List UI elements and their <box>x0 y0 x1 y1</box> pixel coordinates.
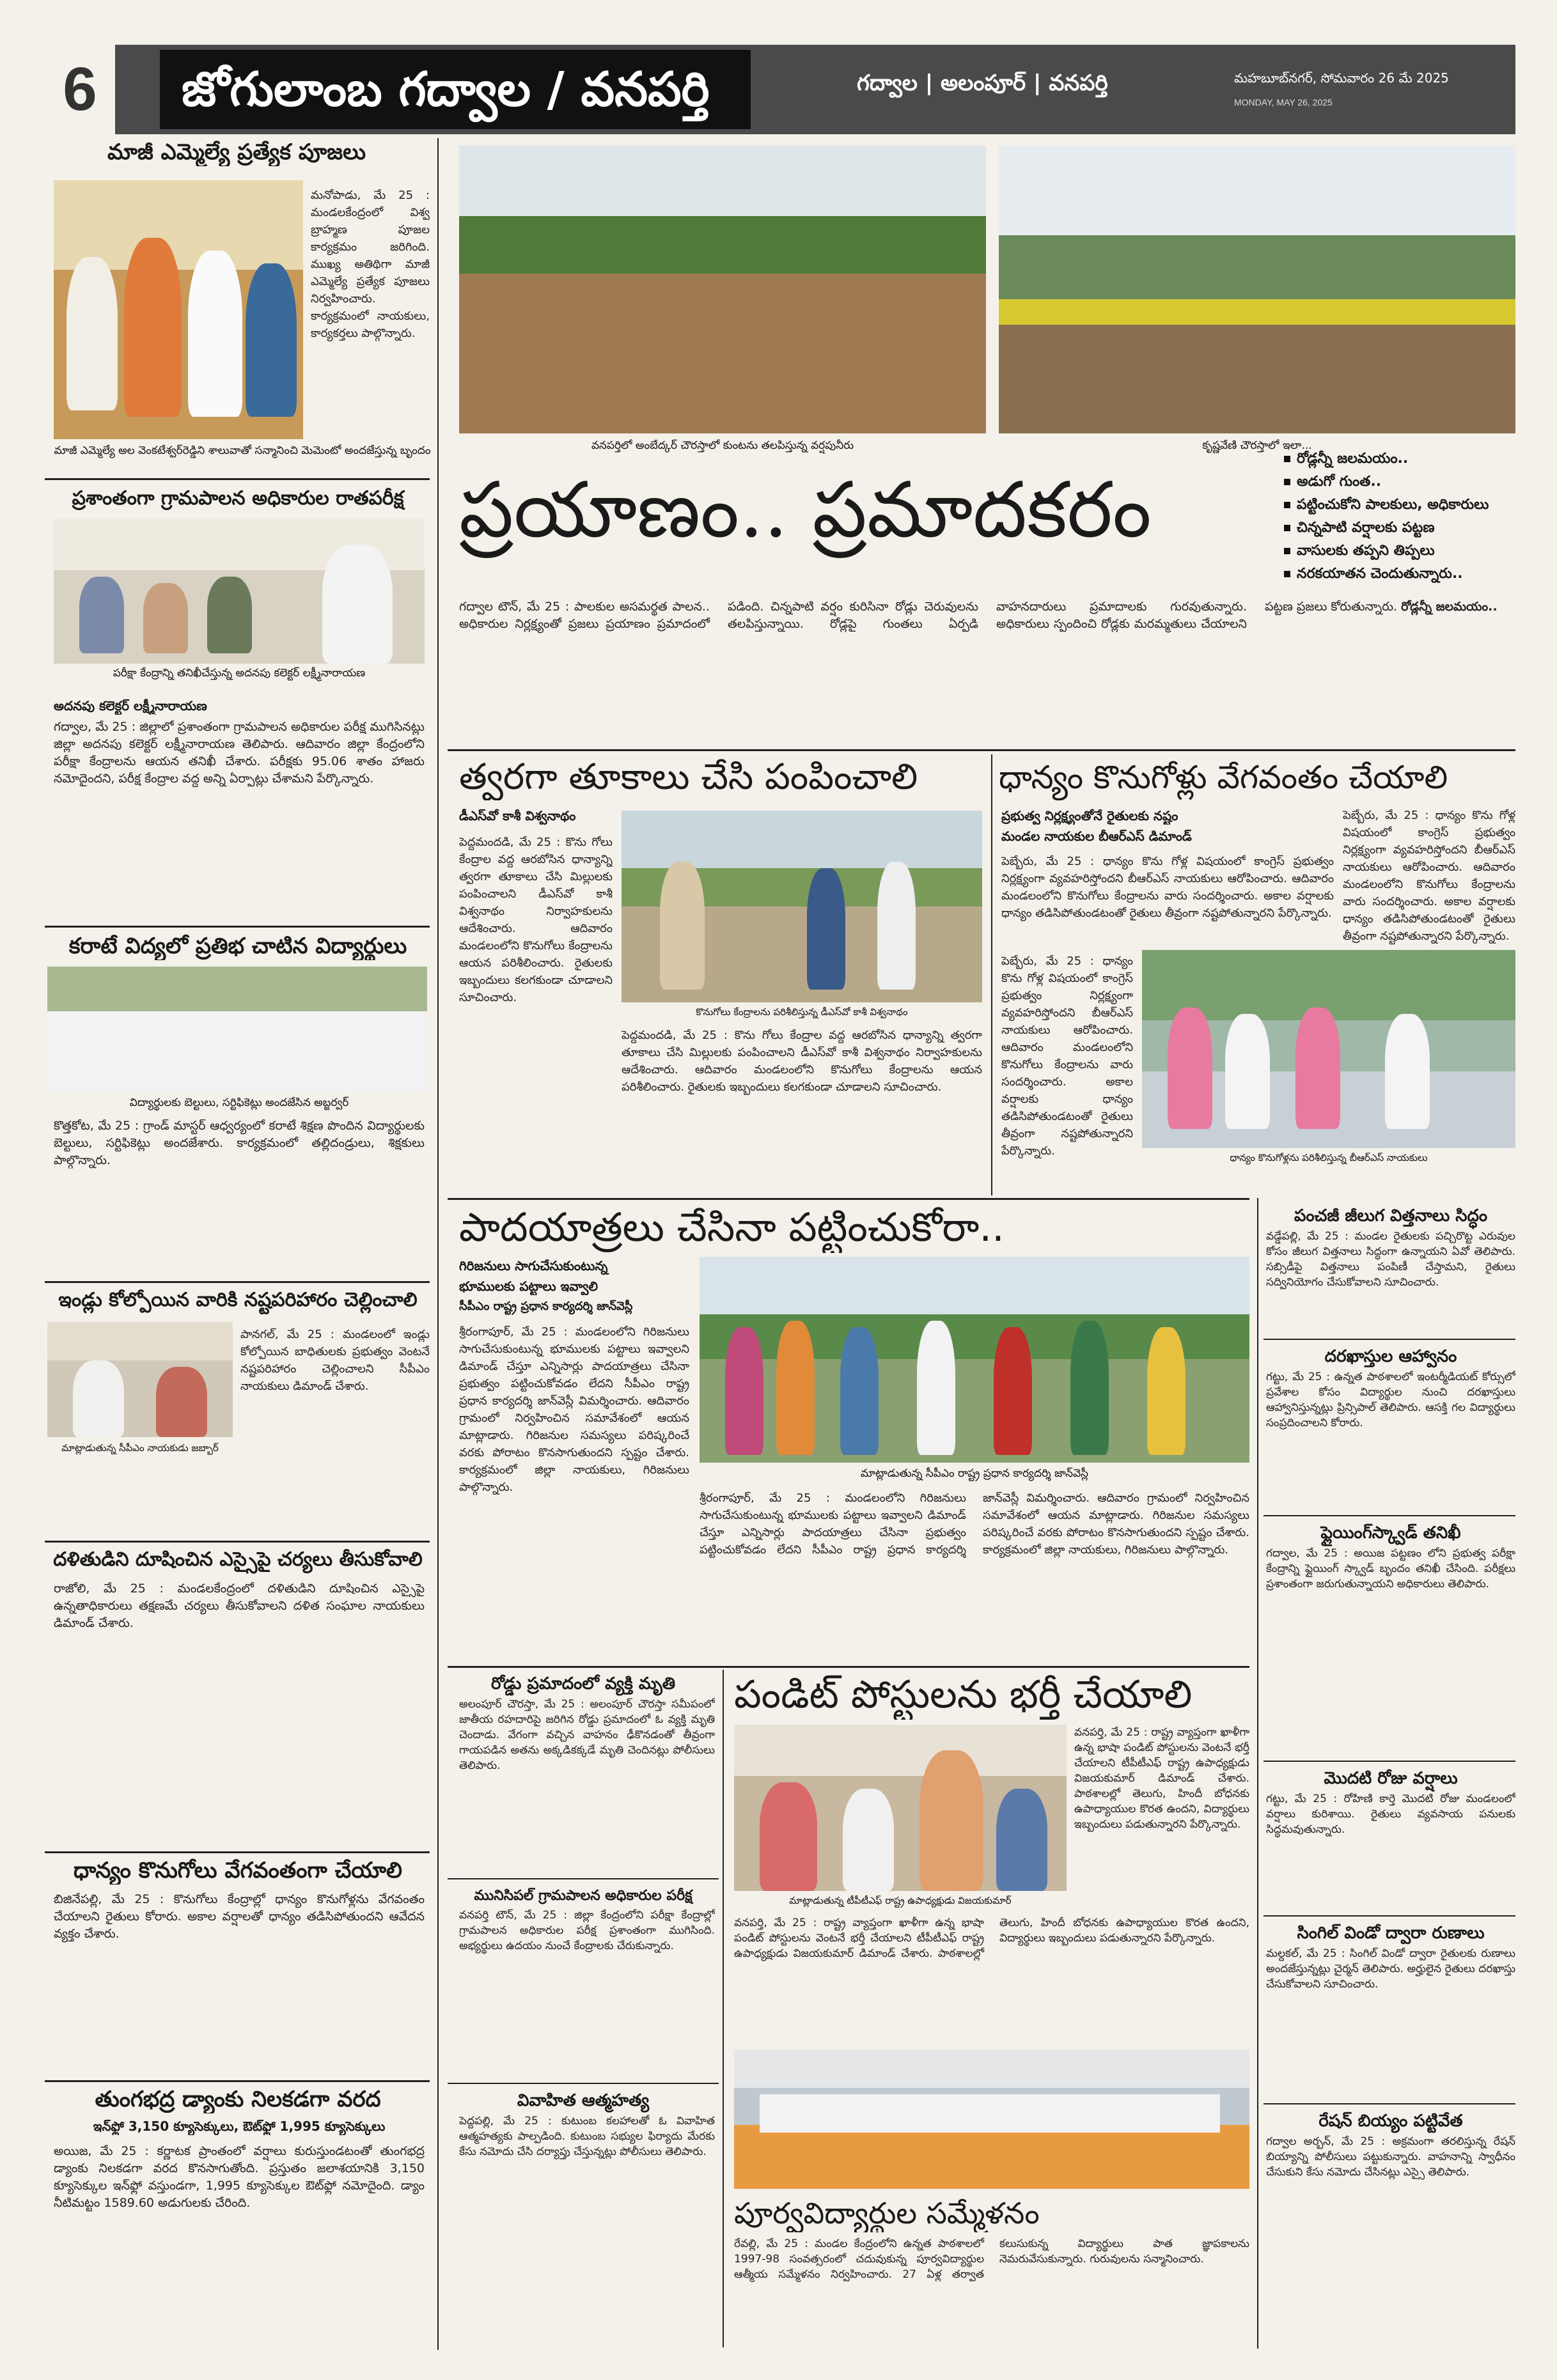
right-s6-body: గద్వాల అర్బన్, మే 25 : అక్రమంగా తరలిస్తున్న రేషన్ బియ్యాన్ని పోలీసులు పట్టుకున్నారు. వాహనాన్ని స్వాధీనం చేసుకుని కేసు నమోదు చేసినట్లు ఎస్సై తెలిపారు. <box>1266 2135 1515 2179</box>
left-s6-headline: ధాన్యం కొనుగోలు వేగవంతంగా చేయాలి <box>74 1858 402 1883</box>
page-number: 6 <box>45 45 115 134</box>
left-s2-body: గద్వాల, మే 25 : జిల్లాలో ప్రశాంతంగా గ్రామపాలన అధికారుల పరీక్ష ముగిసినట్లు జిల్లా అదనపు కలెక్టర్ లక్ష్మీనారాయణ తెలిపారు. ఆదివారం జిల్లా కేంద్రంలోని పరీక్షా కేంద్రాలను ఆయన తనిఖీ చేశారు. పరీక్షకు 95.06 శాతం హాజరు నమోదైందని, పరీక్ష కేంద్రాల వద్ద అన్ని ఏర్పాట్లు చేశామని పేర్కొన్నారు. <box>54 720 425 786</box>
divider <box>45 1541 430 1543</box>
divider <box>1264 1915 1515 1917</box>
left-s1-body: మనోపాడు, మే 25 : మండలకేంద్రంలో విశ్వ బ్రాహ్మణ పూజల కార్యక్రమం జరిగింది. ముఖ్య అతిథిగా మాజీ ఎమ్మెల్యే ప్రత్యేక పూజలు నిర్వహించారు. కార్యక్రమంలో నాయకులు, కార్యకర్తలు పాల్గొన్నారు. <box>311 189 430 340</box>
mid3-kicker-3: సీపీఎం రాష్ట్ర ప్రధాన కార్యదర్శి జాన్‌వెస్లీ <box>459 1300 633 1313</box>
right-s4-headline: మొదటి రోజు వర్షాలు <box>1324 1769 1458 1788</box>
top-caption-2: కృష్ణవేణి చౌరస్తాలో ఇలా... <box>1202 439 1312 452</box>
divider <box>1264 1515 1515 1516</box>
mid2-body-right: పెబ్బేరు, మే 25 : ధాన్యం కొను గోళ్ల విషయంలో కాంగ్రెస్ ప్రభుత్వం నిర్లక్ష్యంగా వ్యవహరిస్తోందని బీఆర్‌ఎస్ నాయకులు ఆరోపించారు. ఆదివారం మండలంలోని కొనుగోలు కేంద్రాలను వారు సందర్శించారు. అకాల వర్షాలకు ధాన్యం తడిసిపోతుండటంతో రైతులు తీవ్రంగా నష్టపోతున్నారని పేర్కొన్నారు. <box>1343 809 1515 943</box>
column-divider <box>991 754 992 1195</box>
top-headline: ప్రయాణం.. ప్రమాదకరం <box>459 466 1152 555</box>
mid2-body-left: పెబ్బేరు, మే 25 : ధాన్యం కొను గోళ్ల విషయంలో కాంగ్రెస్ ప్రభుత్వం నిర్లక్ష్యంగా వ్యవహరిస్తోందని బీఆర్‌ఎస్ నాయకులు ఆరోపించారు. ఆదివారం మండలంలోని కొనుగోలు కేంద్రాలను వారు సందర్శించారు. అకాల వర్షాలకు ధాన్యం తడిసిపోతుండటంతో రైతులు తీవ్రంగా నష్టపోతున్నారని పేర్కొన్నారు. <box>1001 954 1133 1158</box>
lower-road-body: అలంపూర్ చౌరస్తా, మే 25 : అలంపూర్ చౌరస్తా సమీపంలో జాతీయ రహదారిపై జరిగిన రోడ్డు ప్రమాదంలో ఓ వ్యక్తి మృతి చెందాడు. వేగంగా వచ్చిన వాహనం ఢీకొనడంతో తీవ్రంగా గాయపడిన అతను అక్కడికక్కడే మృతి చెందినట్లు పోలీసులు తెలిపారు. <box>459 1698 715 1772</box>
date-telugu: మహబూబ్‌నగర్, సోమవారం 26 మే 2025 <box>1234 70 1449 86</box>
left-s2-headline: ప్రశాంతంగా గ్రామపాలన అధికారుల రాతపరీక్ష <box>72 487 404 509</box>
mid2-kicker-1: ప్రభుత్వ నిర్లక్ష్యంతోనే రైతులకు నష్టం <box>1001 808 1178 823</box>
divider <box>45 478 430 480</box>
lower-wed-body: పెద్దపల్లి, మే 25 : కుటుంబ కలహాలతో ఓ వివాహిత ఆత్మహత్యకు పాల్పడింది. కుటుంబ సభ్యుల ఫిర్యాదు మేరకు కేసు నమోదు చేసి దర్యాప్తు చేస్తున్నట్లు పోలీసులు తెలిపారు. <box>459 2115 715 2158</box>
left-s4-body: పానగల్, మే 25 : మండలంలో ఇండ్లు కోల్పోయిన బాధితులకు ప్రభుత్వం వెంటనే నష్టపరిహారం చెల్లించాలని సీపీఎం నాయకులు డిమాండ్ చేశారు. <box>240 1328 430 1393</box>
divider <box>1264 1339 1515 1340</box>
top-photo-flooded-road <box>459 146 986 433</box>
mid3-caption: మాట్లాడుతున్న సీపీఎం రాష్ట్ర ప్రధాన కార్యదర్శి జాన్‌వెస్లీ <box>860 1467 1089 1480</box>
mid1-kicker: డీఎస్‌వో కాశీ విశ్వనాథం <box>459 808 576 823</box>
mid1-body-col1: పెద్దమందడి, మే 25 : కొను గోలు కేంద్రాల వద్ద ఆరబోసిన ధాన్యాన్ని త్వరగా తూకాలు చేసి మిల్లులకు పంపించాలని డీఎస్‌వో కాశీ విశ్వనాథం నిర్వాహకులను ఆదేశించారు. ఆదివారం మండలంలోని కొనుగోలు కేంద్రాలను ఆయన పరిశీలించారు. రైతులకు ఇబ్బందులు కలగకుండా చూడాలని సూచించారు. <box>459 836 613 1004</box>
lower-pandit-photo <box>734 1725 1067 1891</box>
left-s1-photo <box>54 180 303 439</box>
left-s2-photo <box>54 519 425 664</box>
left-s2-caption: పరీక్షా కేంద్రాన్ని తనిఖీచేస్తున్న అదనపు కలెక్టర్ లక్ష్మీనారాయణ <box>113 667 366 680</box>
right-s5-headline: సింగిల్ విండో ద్వారా రుణాలు <box>1297 1924 1485 1943</box>
divider <box>45 926 430 928</box>
lower-exam-headline: మునిసిపల్ గ్రామపాలన అధికారుల పరీక్ష <box>474 1888 692 1904</box>
mid3-kicker-2: భూములకు పట్టాలు ఇవ్వాలి <box>459 1279 599 1294</box>
lower-exam-body: వనపర్తి టౌన్, మే 25 : జిల్లా కేంద్రంలోని పరీక్షా కేంద్రాల్లో గ్రామపాలన అధికారుల పరీక్ష ప్రశాంతంగా ముగిసింది. అభ్యర్థులు ఉదయం నుంచే కేంద్రాలకు చేరుకున్నారు. <box>459 1909 715 1952</box>
left-s3-headline: కరాటే విద్యలో ప్రతిభ చాటిన విద్యార్థులు <box>68 933 407 959</box>
lower-wed-headline: వివాహిత ఆత్మహత్య <box>517 2091 650 2110</box>
left-s1-caption: మాజీ ఎమ్మెల్యే అల వెంకటేశ్వర్‌రెడ్డిని శాలువాతో సన్మానించి మెమెంటో అందజేస్తున్న బృందం <box>54 444 431 457</box>
section-title: జోగులాంబ గద్వాల / వనపర్తి <box>160 50 751 129</box>
left-s2-kicker: అదనపు కలెక్టర్ లక్ష్మీనారాయణ <box>54 698 207 713</box>
top-bullet: అడుగో గుంత.. <box>1284 471 1515 494</box>
column-divider <box>1257 1198 1258 2349</box>
mid3-photo <box>700 1257 1249 1463</box>
right-s4-body: గట్టు, మే 25 : రోహిణి కార్తె మొదటి రోజు మండలంలో వర్షాలు కురిశాయి. రైతులు వ్యవసాయ పనులకు సిద్ధమవుతున్నారు. <box>1266 1793 1515 1836</box>
mid1-photo <box>622 811 982 1002</box>
left-s1-headline: మాజీ ఎమ్మెల్యే ప్రత్యేక పూజలు <box>107 139 366 165</box>
mid2-caption: ధాన్యం కొనుగోళ్లను పరిశీలిస్తున్న బీఆర్‌ఎస్ నాయకులు <box>1230 1152 1428 1163</box>
right-s5-body: మల్దకల్, మే 25 : సింగిల్ విండో ద్వారా రైతులకు రుణాలు అందజేస్తున్నట్లు చైర్మన్ తెలిపారు. అర్హులైన రైతులు దరఖాస్తు చేసుకోవాలని సూచించారు. <box>1266 1947 1515 1991</box>
date-english: MONDAY, MAY 26, 2025 <box>1234 97 1333 107</box>
lower-pandit-caption: మాట్లాడుతున్న టీపీటీఎఫ్ రాష్ట్ర ఉపాధ్యక్షుడు విజయకుమార్ <box>789 1895 1012 1906</box>
left-s6-body: బిజినేపల్లి, మే 25 : కొనుగోలు కేంద్రాల్లో ధాన్యం కొనుగోళ్లను వేగవంతం చేయాలని రైతులు కోరారు. అకాల వర్షాలతో ధాన్యం తడిసిపోతుందని ఆవేదన వ్యక్తం చేశారు. <box>54 1892 425 1941</box>
divider <box>448 749 1515 751</box>
top-bullet: పట్టించుకోని పాలకులు, అధికారులు <box>1284 494 1515 517</box>
left-s3-caption: విద్యార్థులకు బెల్టులు, సర్టిఫికెట్లు అందజేసిన అబ్జర్వర్‌ <box>129 1096 349 1109</box>
divider <box>45 1281 430 1283</box>
left-s7-body: అయిజ, మే 25 : కర్ణాటక ప్రాంతంలో వర్షాలు కురుస్తుండటంతో తుంగభద్ర డ్యాంకు నిలకడగా వరద కొనసాగుతోంది. ప్రస్తుతం జలాశయానికి 3,150 క్యూసెక్కుల ఇన్‌ఫ్లో వస్తుండగా, 1,995 క్యూసెక్కుల ఔట్‌ఫ్లో నమోదైంది. డ్యాం నీటిమట్టం 1589.60 అడుగులకు చేరింది. <box>54 2144 425 2210</box>
divider <box>1264 1761 1515 1762</box>
mid2-headline: ధాన్యం కొనుగోళ్లు వేగవంతం చేయాలి <box>999 759 1448 796</box>
left-s5-body: రాజోలి, మే 25 : మండలకేంద్రంలో దళితుడిని దూషించిన ఎస్సైపై ఉన్నతాధికారులు తక్షణమే చర్యలు తీసుకోవాలని దళిత సంఘాల నాయకులు డిమాండ్ చేశారు. <box>54 1582 425 1630</box>
lower-pandit-headline: పండిట్ పోస్టులను భర్తీ చేయాలి <box>734 1672 1193 1717</box>
top-photo-krishnaveni-junction <box>999 146 1515 433</box>
right-s6-headline: రేషన్ బియ్యం పట్టివేత <box>1318 2112 1463 2131</box>
right-s1-headline: పంచజీ జీలుగ విత్తనాలు సిద్ధం <box>1294 1206 1488 1225</box>
top-bullet: నరకయాతన చెందుతున్నారు.. <box>1284 563 1515 586</box>
mid3-body-col2: శ్రీరంగాపూర్, మే 25 : మండలంలోని గిరిజనులు సాగుచేసుకుంటున్న భూములకు పట్టాలు ఇవ్వాలని డిమాండ్ చేస్తూ ఎన్నిసార్లు పాదయాత్రలు చేసినా ప్రభుత్వం పట్టించుకోవడం లేదని సీపీఎం రాష్ట్ర ప్రధాన కార్యదర్శి జాన్‌వెస్లీ విమర్శించారు. ఆదివారం గ్రామంలో నిర్వహించిన సమావేశంలో ఆయన మాట్లాడారు. గిరిజనుల సమస్యలు పరిష్కరించే వరకు పోరాటం కొనసాగుతుందని స్పష్టం చేశారు. కార్యక్రమంలో జిల్లా నాయకులు, గిరిజనులు పాల్గొన్నారు. <box>700 1491 1249 1557</box>
mid1-body-col2: పెద్దమందడి, మే 25 : కొను గోలు కేంద్రాల వద్ద ఆరబోసిన ధాన్యాన్ని త్వరగా తూకాలు చేసి మిల్లులకు పంపించాలని డీఎస్‌వో కాశీ విశ్వనాథం నిర్వాహకులను ఆదేశించారు. ఆదివారం మండలంలోని కొనుగోలు కేంద్రాలను ఆయన పరిశీలించారు. రైతులకు ఇబ్బందులు కలగకుండా చూడాలని సూచించారు. <box>622 1029 982 1094</box>
lower-pandit-body-right: వనపర్తి, మే 25 : రాష్ట్ర వ్యాప్తంగా ఖాళీగా ఉన్న భాషా పండిట్ పోస్టులను వెంటనే భర్తీ చేయాలని టీపీటీఎఫ్ రాష్ట్ర ఉపాధ్యక్షుడు విజయకుమార్ డిమాండ్ చేశారు. పాఠశాలల్లో తెలుగు, హిందీ బోధనకు ఉపాధ్యాయుల కొరత ఉందని, విద్యార్థులు ఇబ్బందులు పడుతున్నారని పేర్కొన్నారు. <box>1074 1726 1249 1831</box>
top-bullet-list <box>1284 447 1515 593</box>
left-s3-body: కొత్తకోట, మే 25 : గ్రాండ్ మాస్టర్ ఆధ్వర్యంలో కరాటే శిక్షణ పొందిన విద్యార్థులకు బెల్టులు, సర్టిఫికెట్లు అందజేశారు. కార్యక్రమంలో తల్లిదండ్రులు, శిక్షకులు పాల్గొన్నారు. <box>54 1119 425 1167</box>
divider <box>448 2083 719 2084</box>
divider <box>45 2080 430 2082</box>
right-s2-body: గట్టు, మే 25 : ఉన్నత పాఠశాలలో ఇంటర్మీడియట్ కోర్సులో ప్రవేశాల కోసం విద్యార్థుల నుంచి దరఖాస్తులు ఆహ్వానిస్తున్నట్లు ప్రిన్సిపాల్ తెలిపారు. ఆసక్తి గల విద్యార్థులు సంప్రదించాలని కోరారు. <box>1266 1371 1515 1429</box>
left-s5-headline: దళితుడిని దూషించిన ఎస్సైపై చర్యలు తీసుకోవాలి <box>53 1548 423 1571</box>
divider <box>1264 2103 1515 2104</box>
mid3-kicker-1: గిరిజనులు సాగుచేసుకుంటున్న <box>459 1258 608 1273</box>
top-bullet: చిన్నపాటి వర్షాలకు పట్టణ <box>1284 517 1515 540</box>
mid1-headline: త్వరగా తూకాలు చేసి పంపించాలి <box>459 756 918 798</box>
column-divider <box>437 138 439 2350</box>
mid2-body: పెబ్బేరు, మే 25 : ధాన్యం కొను గోళ్ల విషయంలో కాంగ్రెస్ ప్రభుత్వం నిర్లక్ష్యంగా వ్యవహరిస్తోందని బీఆర్‌ఎస్ నాయకులు ఆరోపించారు. ఆదివారం మండలంలోని కొనుగోలు కేంద్రాలను వారు సందర్శించారు. అకాల వర్షాలకు ధాన్యం తడిసిపోతుండటంతో రైతులు తీవ్రంగా నష్టపోతున్నారని పేర్కొన్నారు. <box>1001 855 1334 920</box>
top-bullet: వాసులకు తప్పని తిప్పలు <box>1284 540 1515 563</box>
lower-alumni-body: రేవల్లి, మే 25 : మండల కేంద్రంలోని ఉన్నత పాఠశాలలో 1997-98 సంవత్సరంలో చదువుకున్న పూర్వవిద్యార్థుల ఆత్మీయ సమ్మేళనం నిర్వహించారు. 27 ఏళ్ల తర్వాత కలుసుకున్న విద్యార్థులు పాత జ్ఞాపకాలను నెమరువేసుకున్నారు. గురువులను సన్మానించారు. <box>734 2237 1249 2281</box>
divider <box>448 1198 1249 1200</box>
left-s4-headline: ఇండ్లు కోల్పోయిన వారికి నష్టపరిహారం చెల్లించాలి <box>58 1289 418 1311</box>
right-s3-body: గద్వాల, మే 25 : అయిజ పట్టణం లోని ప్రభుత్వ పరీక్షా కేంద్రాన్ని ఫ్లైయింగ్ స్క్వాడ్ బృందం తనిఖీ చేసింది. పరీక్షలు ప్రశాంతంగా జరుగుతున్నాయని అధికారులు తెలిపారు. <box>1266 1547 1515 1591</box>
mid3-body-col1: శ్రీరంగాపూర్, మే 25 : మండలంలోని గిరిజనులు సాగుచేసుకుంటున్న భూములకు పట్టాలు ఇవ్వాలని డిమాండ్ చేస్తూ ఎన్నిసార్లు పాదయాత్రలు చేసినా ప్రభుత్వం పట్టించుకోవడం లేదని సీపీఎం రాష్ట్ర ప్రధాన కార్యదర్శి జాన్‌వెస్లీ విమర్శించారు. ఆదివారం గ్రామంలో నిర్వహించిన సమావేశంలో ఆయన మాట్లాడారు. గిరిజనుల సమస్యలు పరిష్కరించే వరకు పోరాటం కొనసాగుతుందని స్పష్టం చేశారు. కార్యక్రమంలో జిల్లా నాయకులు, గిరిజనులు పాల్గొన్నారు. <box>459 1325 689 1494</box>
divider <box>448 1878 719 1879</box>
left-s3-photo <box>47 967 427 1092</box>
left-s7-headline: తుంగభద్ర డ్యాంకు నిలకడగా వరద <box>95 2087 381 2112</box>
lower-road-headline: రోడ్డు ప్రమాదంలో వ్యక్తి మృతి <box>490 1674 676 1693</box>
divider <box>448 1666 1249 1668</box>
mid1-caption: కొనుగోలు కేంద్రాలను పరిశీలిస్తున్న డీఎస్‌వో కాశీ విశ్వనాథం <box>696 1006 908 1018</box>
masthead <box>45 45 1515 134</box>
top-bullet: రోడ్లన్నీ జలమయం.. <box>1284 447 1515 471</box>
left-s4-caption: మాట్లాడుతున్న సీపీఎం నాయకుడు జబ్బార్ <box>61 1442 219 1454</box>
divider <box>45 1851 430 1853</box>
right-s1-body: వడ్డేపల్లి, మే 25 : మండల రైతులకు పచ్చిరొట్ట ఎరువుల కోసం జీలుగ విత్తనాలు సిద్ధంగా ఉన్నాయని ఏవో తెలిపారు. సబ్సిడీపై విత్తనాలు పంపిణీ చేస్తామని, రైతులు సద్వినియోగం చేసుకోవాలని సూచించారు. <box>1266 1230 1515 1289</box>
mid2-photo <box>1142 950 1515 1148</box>
column-divider <box>723 1670 724 2347</box>
right-s2-headline: దరఖాస్తుల ఆహ్వానం <box>1324 1347 1457 1366</box>
right-s3-headline: ఫ్లైయింగ్‌స్క్వాడ్ తనిఖీ <box>1320 1523 1461 1543</box>
lower-pandit-body: వనపర్తి, మే 25 : రాష్ట్ర వ్యాప్తంగా ఖాళీగా ఉన్న భాషా పండిట్ పోస్టులను వెంటనే భర్తీ చేయాలని టీపీటీఎఫ్ రాష్ట్ర ఉపాధ్యక్షుడు విజయకుమార్ డిమాండ్ చేశారు. పాఠశాలల్లో తెలుగు, హిందీ బోధనకు ఉపాధ్యాయుల కొరత ఉందని, విద్యార్థులు ఇబ్బందులు పడుతున్నారని పేర్కొన్నారు. <box>734 1917 1249 1960</box>
section-areas: గద్వాల | అలంపూర్ | వనపర్తి <box>857 70 1108 96</box>
left-s4-photo <box>47 1322 233 1437</box>
mid3-headline: పాదయాత్రలు చేసినా పట్టించుకోరా.. <box>459 1204 1005 1250</box>
top-subkicker: రోడ్లన్నీ జలమయం.. <box>1401 600 1498 614</box>
lower-alumni-photo <box>734 2049 1249 2189</box>
mid2-kicker-2: మండల నాయకుల బీఆర్‌ఎస్ డిమాండ్ <box>1001 828 1192 844</box>
top-body: గద్వాల టౌన్, మే 25 : పాలకుల అసమర్థత పాలన.. అధికారుల నిర్లక్ష్యంతో ప్రజలు ప్రయాణం ప్రమాదంలో పడింది. చిన్నపాటి వర్షం కురిసినా రోడ్లు చెరువులను తలపిస్తున్నాయి. రోడ్లపై గుంతలు ఏర్పడి వాహనదారులు ప్రమాదాలకు గురవుతున్నారు. అధికారులు స్పందించి రోడ్లకు మరమ్మతులు చేయాలని పట్టణ ప్రజలు కోరుతున్నారు. రోడ్లన్నీ జలమయం.. <box>459 600 1498 631</box>
left-s7-kicker: ఇన్‌ఫ్లో 3,150 క్యూసెక్కులు, ఔట్‌ఫ్లో 1,995 క్యూసెక్కులు <box>93 2119 386 2134</box>
top-caption-1: వనపర్తిలో అంబేద్కర్ చౌరస్తాలో కుంటను తలపిస్తున్న వర్షపునీరు <box>591 439 854 452</box>
lower-alumni-headline: పూర్వవిద్యార్థుల సమ్మేళనం <box>734 2196 1040 2230</box>
